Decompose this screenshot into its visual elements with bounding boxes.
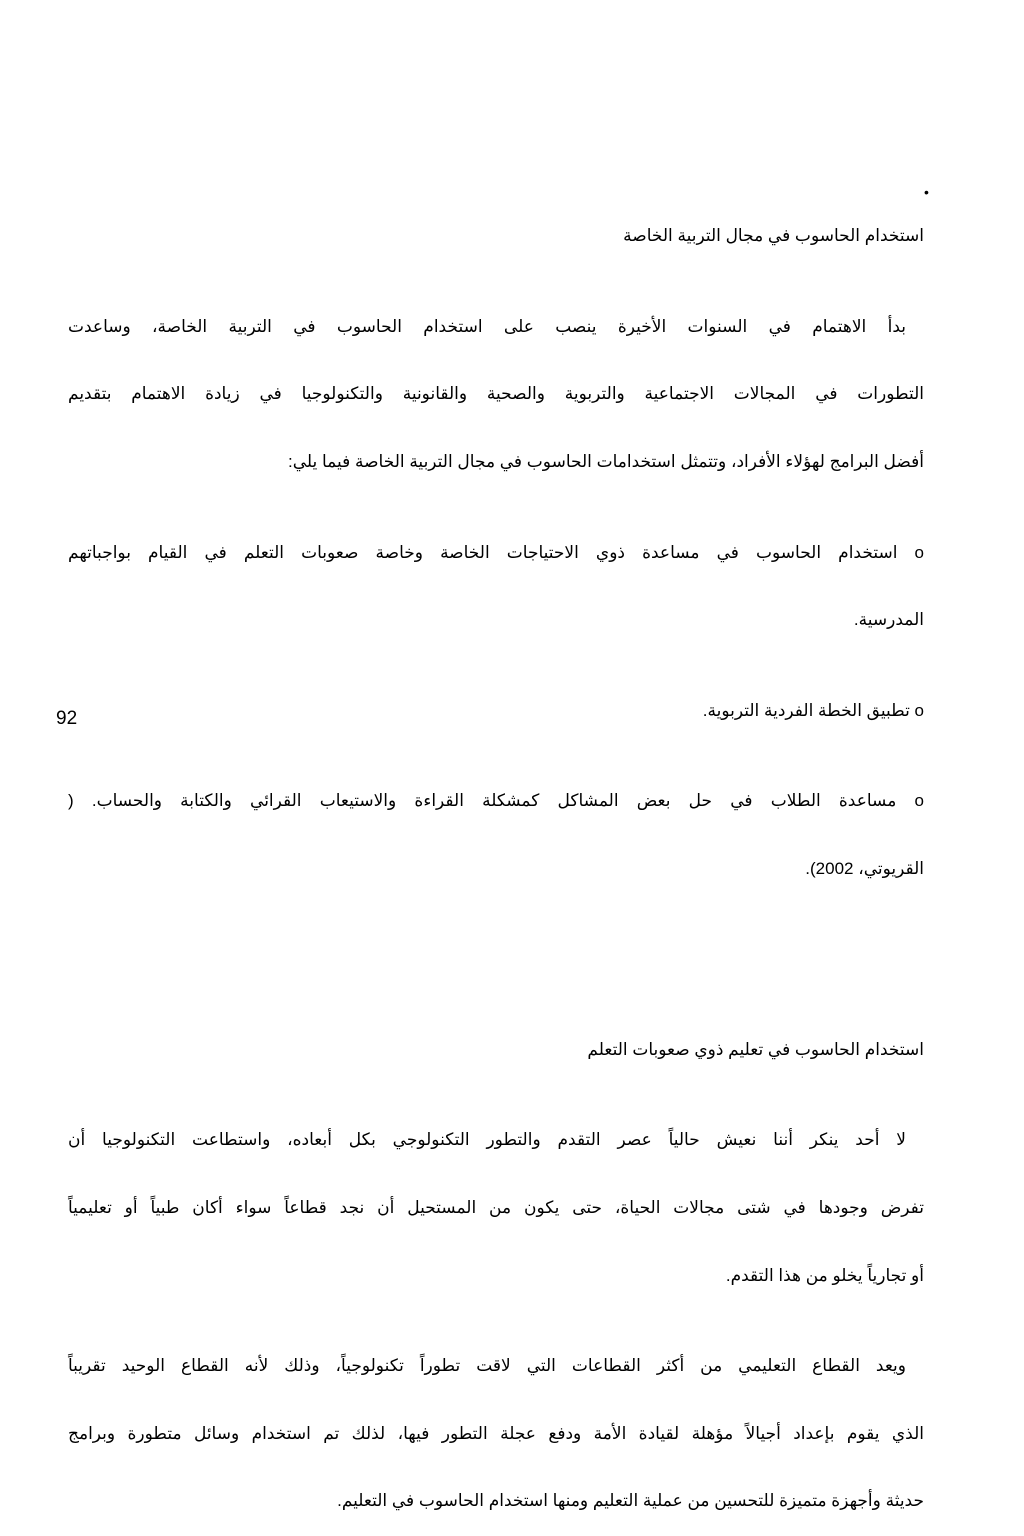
page-number: 92 <box>56 708 78 729</box>
heading-learning-disabilities: استخدام الحاسوب في تعليم ذوي صعوبات التعلم <box>587 1039 924 1059</box>
heading-computer-special-education: استخدام الحاسوب في مجال التربية الخاصة <box>623 226 924 246</box>
list-item-2-text: تطبيق الخطة الفردية التربوية. <box>702 700 910 720</box>
list-item-1-line-2: المدرسية. <box>853 610 924 630</box>
paragraph-3-line-3: حديثة وأجهزة متميزة للتحسين من عملية التعليم ومنها استخدام الحاسوب في التعليم. <box>337 1491 924 1511</box>
list-item-2 <box>68 700 924 723</box>
paragraph-3-line-2: الذي يقوم بإعداد أجيالاً مؤهلة لقيادة الأمة ودفع عجلة التطور فيها، لذلك تم استخدام وسائل متطورة وبرامج <box>68 1423 924 1443</box>
blank-line <box>68 948 924 971</box>
slide-body-text <box>68 180 924 1536</box>
list-marker: o <box>914 791 924 811</box>
paragraph-1-line-2: التطورات في المجالات الاجتماعية والتربوية والصحية والقانونية والتكنولوجيا في زيادة الاهتمام بتقديم <box>68 384 924 404</box>
paragraph-2-line-2: تفرض وجودها في شتى مجالات الحياة، حتى يكون من المستحيل أن نجد قطاعاً سواء أكان طبياً أو تعليمياً <box>68 1197 924 1217</box>
paragraph-3-line-1: ويعد القطاع التعليمي من أكثر القطاعات التي لاقت تطوراً تكنولوجياً، وذلك لأنه القطاع الوحيد تقريباً <box>68 1355 906 1375</box>
list-marker: o <box>914 542 924 562</box>
paragraph-1-line-3: أفضل البرامج لهؤلاء الأفراد، وتتمثل استخدامات الحاسوب في مجال التربية الخاصة فيما يلي: <box>288 452 924 472</box>
list-item-1-text: استخدام الحاسوب في مساعدة ذوي الاحتياجات الخاصة وخاصة صعوبات التعلم في القيام بواجباتهم <box>68 542 898 562</box>
list-marker: o <box>914 700 924 720</box>
list-item-1-line-1 <box>68 542 924 565</box>
list-item-3-text: مساعدة الطلاب في حل بعض المشاكل كمشكلة القراءة والاستيعاب القرائي والكتابة والحساب. ( <box>68 791 897 811</box>
list-item-3-line-1 <box>68 790 924 813</box>
paragraph-1-line-1: بدأ الاهتمام في السنوات الأخيرة ينصب على استخدام الحاسوب في التربية الخاصة، وساعدت <box>68 316 906 336</box>
paragraph-2-line-3: أو تجارياً يخلو من هذا التقدم. <box>725 1265 924 1285</box>
paragraph-2-line-1: لا أحد ينكر أننا نعيش حالياً عصر التقدم والتطور التكنولوجي بكل أبعاده، واستطاعت التكنولوجيا أن <box>68 1129 906 1149</box>
list-item-3-line-2: القريوتي، 2002). <box>805 858 924 878</box>
bullet-marker: • <box>924 184 929 200</box>
